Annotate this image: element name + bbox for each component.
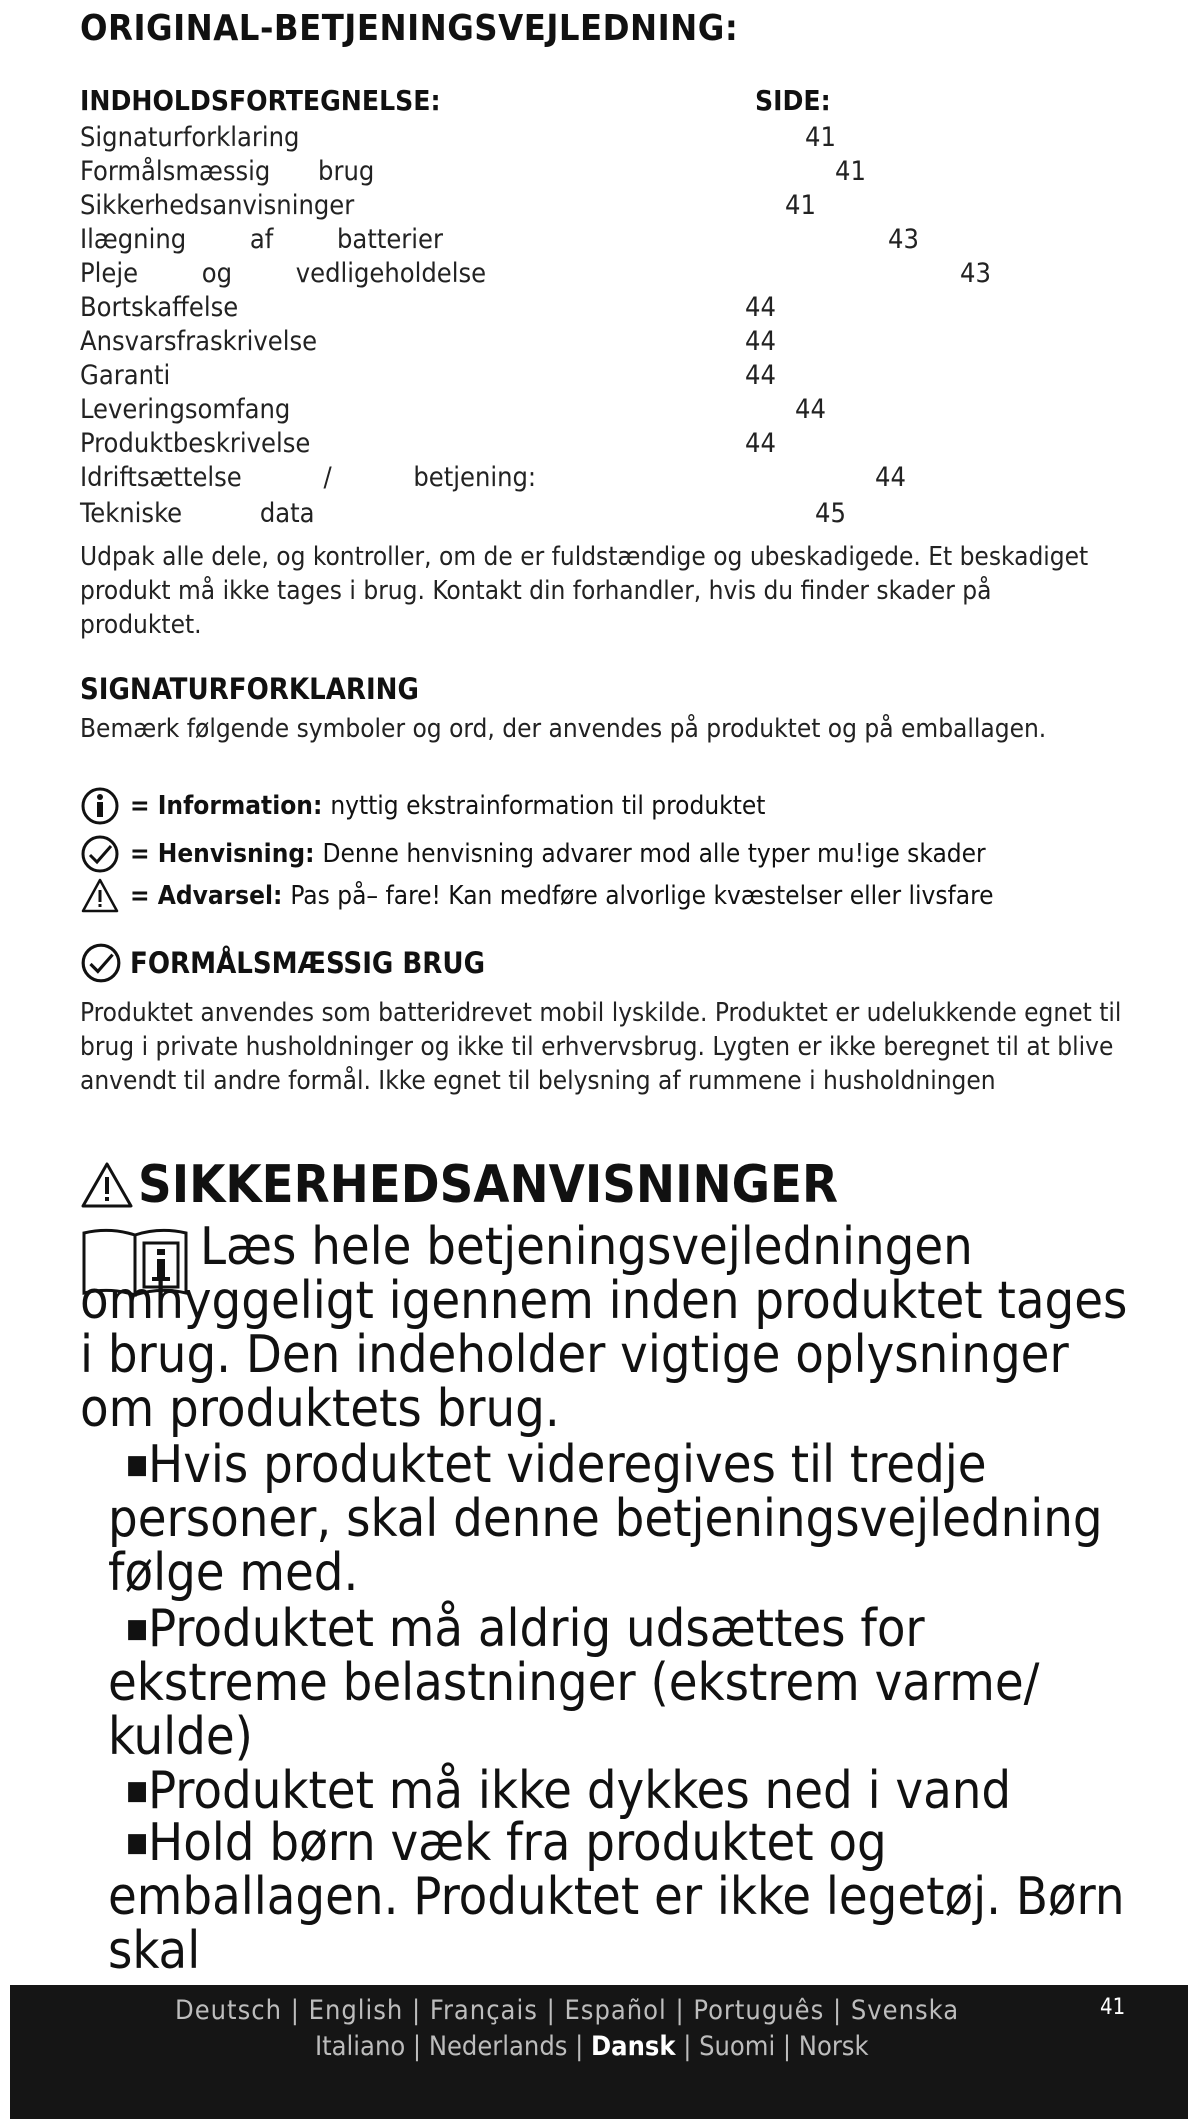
brug-heading: FORMÅLSMÆSSIG BRUG <box>130 946 485 980</box>
safety-bullet <box>108 1761 1128 1821</box>
legend-term: = Advarsel: <box>130 881 283 911</box>
brug-text: Produktet anvendes som batteridrevet mobil lyskilde. Produktet er udelukkende egnet til brug i private husholdninger og ikke til erhvervsbrug. Lygten er ikke beregnet til at blive anvendt til andre formål. Ikke egnet til belysning af rummene i husholdningen <box>80 998 1122 1096</box>
page-number: 41 <box>1100 1995 1126 2020</box>
sikkerhed-intro: Læs hele betjeningsvejledningen omhyggeligt igennem inden produktet tages i brug. Den indeholder vigtige oplysninger om produktets brug. <box>80 1217 1128 1439</box>
language-list-row2[interactable] <box>315 2031 869 2062</box>
safety-bullet-text: Produktet må aldrig udsættes for ekstreme belastninger (ekstrem varme/ kulde) <box>108 1599 1040 1767</box>
toc-item-page: 45 <box>815 498 846 529</box>
toc-item-label: Bortskaffelse <box>80 292 239 323</box>
toc-item-label: Ansvarsfraskrivelse <box>80 326 318 357</box>
legend-desc: nyttig ekstrainformation til produktet <box>330 791 766 821</box>
warning-icon <box>80 876 120 916</box>
toc-item-label: Produktbeskrivelse <box>80 428 311 459</box>
legend-advarsel <box>80 876 994 916</box>
safety-bullet <box>108 1435 1128 1603</box>
safety-bullet-text: Hvis produktet videregives til tredje personer, skal denne betjeningsvejledning følge med. <box>108 1435 1103 1603</box>
legend-desc: Pas på– fare! Kan medføre alvorlige kvæstelser eller livsfare <box>290 881 994 911</box>
footer-bar <box>10 1985 1188 2119</box>
toc-item-page: 41 <box>805 122 836 153</box>
toc-item-page: 44 <box>745 292 776 323</box>
intro-paragraph: Udpak alle dele, og kontroller, om de er fuldstændige og ubeskadigede. Et beskadiget produkt må ikke tages i brug. Kontakt din forhandler, hvis du finder skader på produktet. <box>80 542 1089 640</box>
toc-item-label: Tekniske data <box>80 498 315 529</box>
toc-item-page: 44 <box>875 462 906 493</box>
toc-item-label: Sikkerhedsanvisninger <box>80 190 355 221</box>
language-list-row1[interactable]: Deutsch | English | Français | Español | Português | Svenska <box>175 1995 960 2026</box>
language-list-part: Italiano | Nederlands | <box>315 2031 592 2062</box>
safety-bullet <box>108 1599 1128 1767</box>
bullet-marker-icon: ■ <box>126 1776 149 1806</box>
brug-heading-row <box>80 942 485 984</box>
signatur-text: Bemærk følgende symboler og ord, der anvendes på produktet og på emballagen. <box>80 714 1047 744</box>
toc-item-label: Signaturforklaring <box>80 122 300 153</box>
toc-page-heading: SIDE: <box>755 84 831 117</box>
toc-item-page: 43 <box>888 224 919 255</box>
bullet-marker-icon: ■ <box>126 1828 149 1858</box>
page-title: ORIGINAL-BETJENINGSVEJLEDNING: <box>80 8 739 49</box>
safety-bullet-text: Hold børn væk fra produktet og emballagen. Produktet er ikke legetøj. Børn skal <box>108 1813 1125 1981</box>
info-icon <box>80 786 120 826</box>
legend-term: = Henvisning: <box>130 839 315 869</box>
bullet-marker-icon: ■ <box>126 1614 149 1644</box>
legend-term: = Information: <box>130 791 323 821</box>
toc-item-label: Formålsmæssig brug <box>80 156 375 187</box>
bullet-marker-icon: ■ <box>126 1450 149 1480</box>
sikkerhed-heading: SIKKERHEDSANVISNINGER <box>138 1155 838 1215</box>
check-icon <box>80 834 120 874</box>
signatur-heading: SIGNATURFORKLARING <box>80 672 419 706</box>
sikkerhed-heading-row <box>80 1155 838 1215</box>
current-language: Dansk <box>591 2031 676 2062</box>
safety-bullet <box>108 1813 1128 1981</box>
toc-item-page: 41 <box>785 190 816 221</box>
legend-desc: Denne henvisning advarer mod alle typer mu!ige skader <box>322 839 986 869</box>
toc-item-page: 43 <box>960 258 991 289</box>
toc-item-label: Ilægning af batterier <box>80 224 443 255</box>
language-list-part: | Suomi | Norsk <box>675 2031 869 2062</box>
toc-item-page: 41 <box>835 156 866 187</box>
legend-henvisning <box>80 834 986 874</box>
toc-item-label: Garanti <box>80 360 171 391</box>
toc-item-label: Idriftsættelse / betjening: <box>80 462 537 493</box>
toc-item-label: Pleje og vedligeholdelse <box>80 258 487 289</box>
safety-bullet-text: Produktet må ikke dykkes ned i vand <box>148 1761 1012 1821</box>
warning-icon <box>80 1160 134 1210</box>
legend-information <box>80 786 765 826</box>
toc-item-page: 44 <box>795 394 826 425</box>
toc-item-page: 44 <box>745 326 776 357</box>
toc-item-page: 44 <box>745 428 776 459</box>
toc-heading: INDHOLDSFORTEGNELSE: <box>80 84 441 117</box>
check-icon <box>80 942 122 984</box>
toc-item-label: Leveringsomfang <box>80 394 291 425</box>
toc-item-page: 44 <box>745 360 776 391</box>
